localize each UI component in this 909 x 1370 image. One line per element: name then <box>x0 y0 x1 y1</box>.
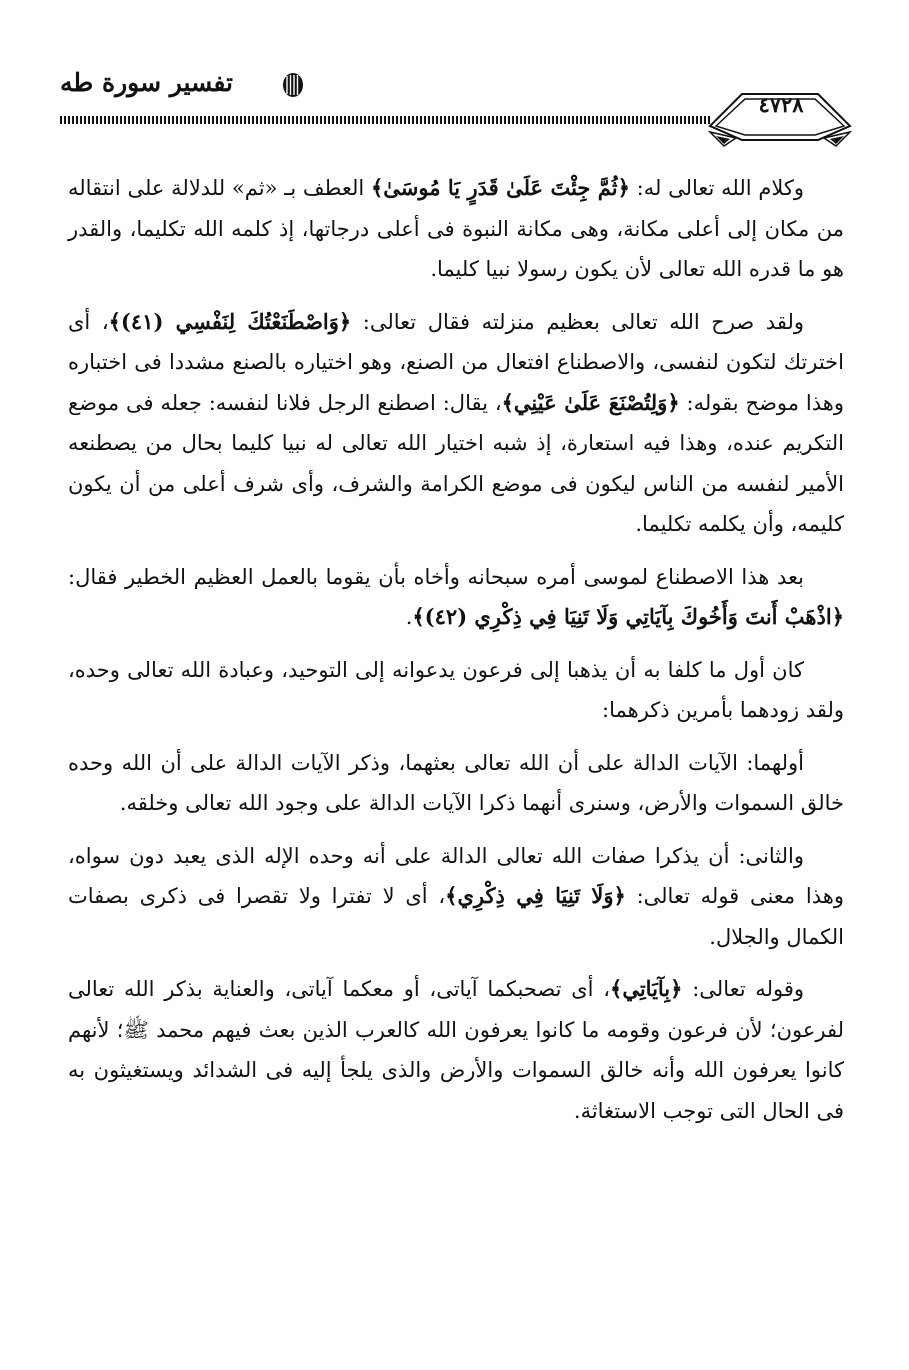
paragraph <box>68 650 844 731</box>
paragraph <box>68 743 844 824</box>
commentary-body <box>68 168 844 1143</box>
paragraph-text: . <box>405 605 413 629</box>
header-rule <box>60 116 710 124</box>
paragraph-text: ولقد صرح الله تعالى بعظيم منزلته فقال تعالى: <box>351 309 804 334</box>
paragraph-text: وقوله تعالى: <box>682 977 804 1001</box>
paragraph-text: ، أى اخترتك لتكون لنفسى، والاصطناع افتعال من الصنع، وهو اختياره بالصنع مشددا فى اختباره وهذا موضح بقوله: <box>68 309 844 415</box>
page-header <box>60 62 850 152</box>
ornament-icon <box>282 72 304 98</box>
quran-verse: ﴿ثُمَّ جِئْتَ عَلَىٰ قَدَرٍ يَا مُوسَىٰ﴾ <box>371 175 630 200</box>
page-number: ٤٧٢٨ <box>758 92 804 117</box>
running-title: تفسير سورة طه <box>60 68 233 97</box>
quran-verse: ﴿بِآيَاتِي﴾ <box>610 976 683 1001</box>
paragraph <box>68 557 844 638</box>
paragraph-text: أولهما: الآيات الدالة على أن الله تعالى بعثهما، وذكر الآيات الدالة على أن الله وحده خالق السموات والأرض، وسنرى أنهما ذكرا الآيات الدالة على وجود الله تعالى وخلقه. <box>68 750 844 815</box>
quran-verse: ﴿اذْهَبْ أَنتَ وَأَخُوكَ بِآيَاتِي وَلَا تَنِيَا فِي ذِكْرِي (٤٢)﴾ <box>412 604 844 629</box>
paragraph-text: ، أى لا تفترا ولا تقصرا فى ذكرى بصفات الكمال والجلال. <box>68 884 844 949</box>
paragraph <box>68 168 844 290</box>
paragraph-text: وكلام الله تعالى له: <box>629 176 805 200</box>
quran-verse: ﴿وَلَا تَنِيَا فِي ذِكْرِي﴾ <box>445 883 626 908</box>
paragraph <box>68 969 844 1131</box>
paragraph-text: العطف بـ «ثم» للدلالة على انتقاله من مكان إلى أعلى مكانة، وهى مكانة النبوة فى أعلى درجاتها، إذ كلمه الله تكليما، والقدر هو ما قدره الله تعالى لأن يكون رسولا نبيا كليما. <box>68 176 844 281</box>
paragraph-text: ، يقال: اصطنع الرجل فلانا لنفسه: جعله فى موضع التكريم عنده، وهذا فيه استعارة، إذ شبه اختيار الله تعالى له نبيا كليما بحال من يصطنعه الأمير لنفسه من الناس ليكون فى موضع الكرامة والشرف، وأى شرف أعلى من أن يكون كليمه، وأن يكلمه تكليما. <box>68 390 844 536</box>
paragraph-text: كان أول ما كلفا به أن يذهبا إلى فرعون يدعوانه إلى التوحيد، وعبادة الله تعالى وحده، ولقد زودهما بأمرين ذكرهما: <box>68 657 844 722</box>
quran-verse: ﴿وَلِتُصْنَعَ عَلَىٰ عَيْنِي﴾ <box>501 389 680 415</box>
paragraph-text: بعد هذا الاصطناع لموسى أمره سبحانه وأخاه بأن يقوما بالعمل العظيم الخطير فقال: <box>68 564 804 589</box>
paragraph <box>68 836 844 958</box>
paragraph-text: ، أى تصحبكما آياتى، أو معكما آياتى، والعناية بذكر الله تعالى لفرعون؛ لأن فرعون وقومه ما كانوا يعرفون الله كالعرب الذين بعث فيهم محمد ﷺ؛ لأنهم كانوا يعرفون الله وأنه خالق السموات والأرض والذى يلجأ إليه فى الشدائد ويستغيثون به فى الحال التى توجب الاستغاثة. <box>68 977 844 1123</box>
paragraph <box>68 302 844 545</box>
quran-verse: ﴿وَاصْطَنَعْتُكَ لِنَفْسِي (٤١)﴾ <box>108 308 352 334</box>
paragraph-text: والثانى: أن يذكرا صفات الله تعالى الدالة على أنه وحده الإله الذى يعبد دون سواه، وهذا معنى قوله تعالى: <box>68 843 844 908</box>
